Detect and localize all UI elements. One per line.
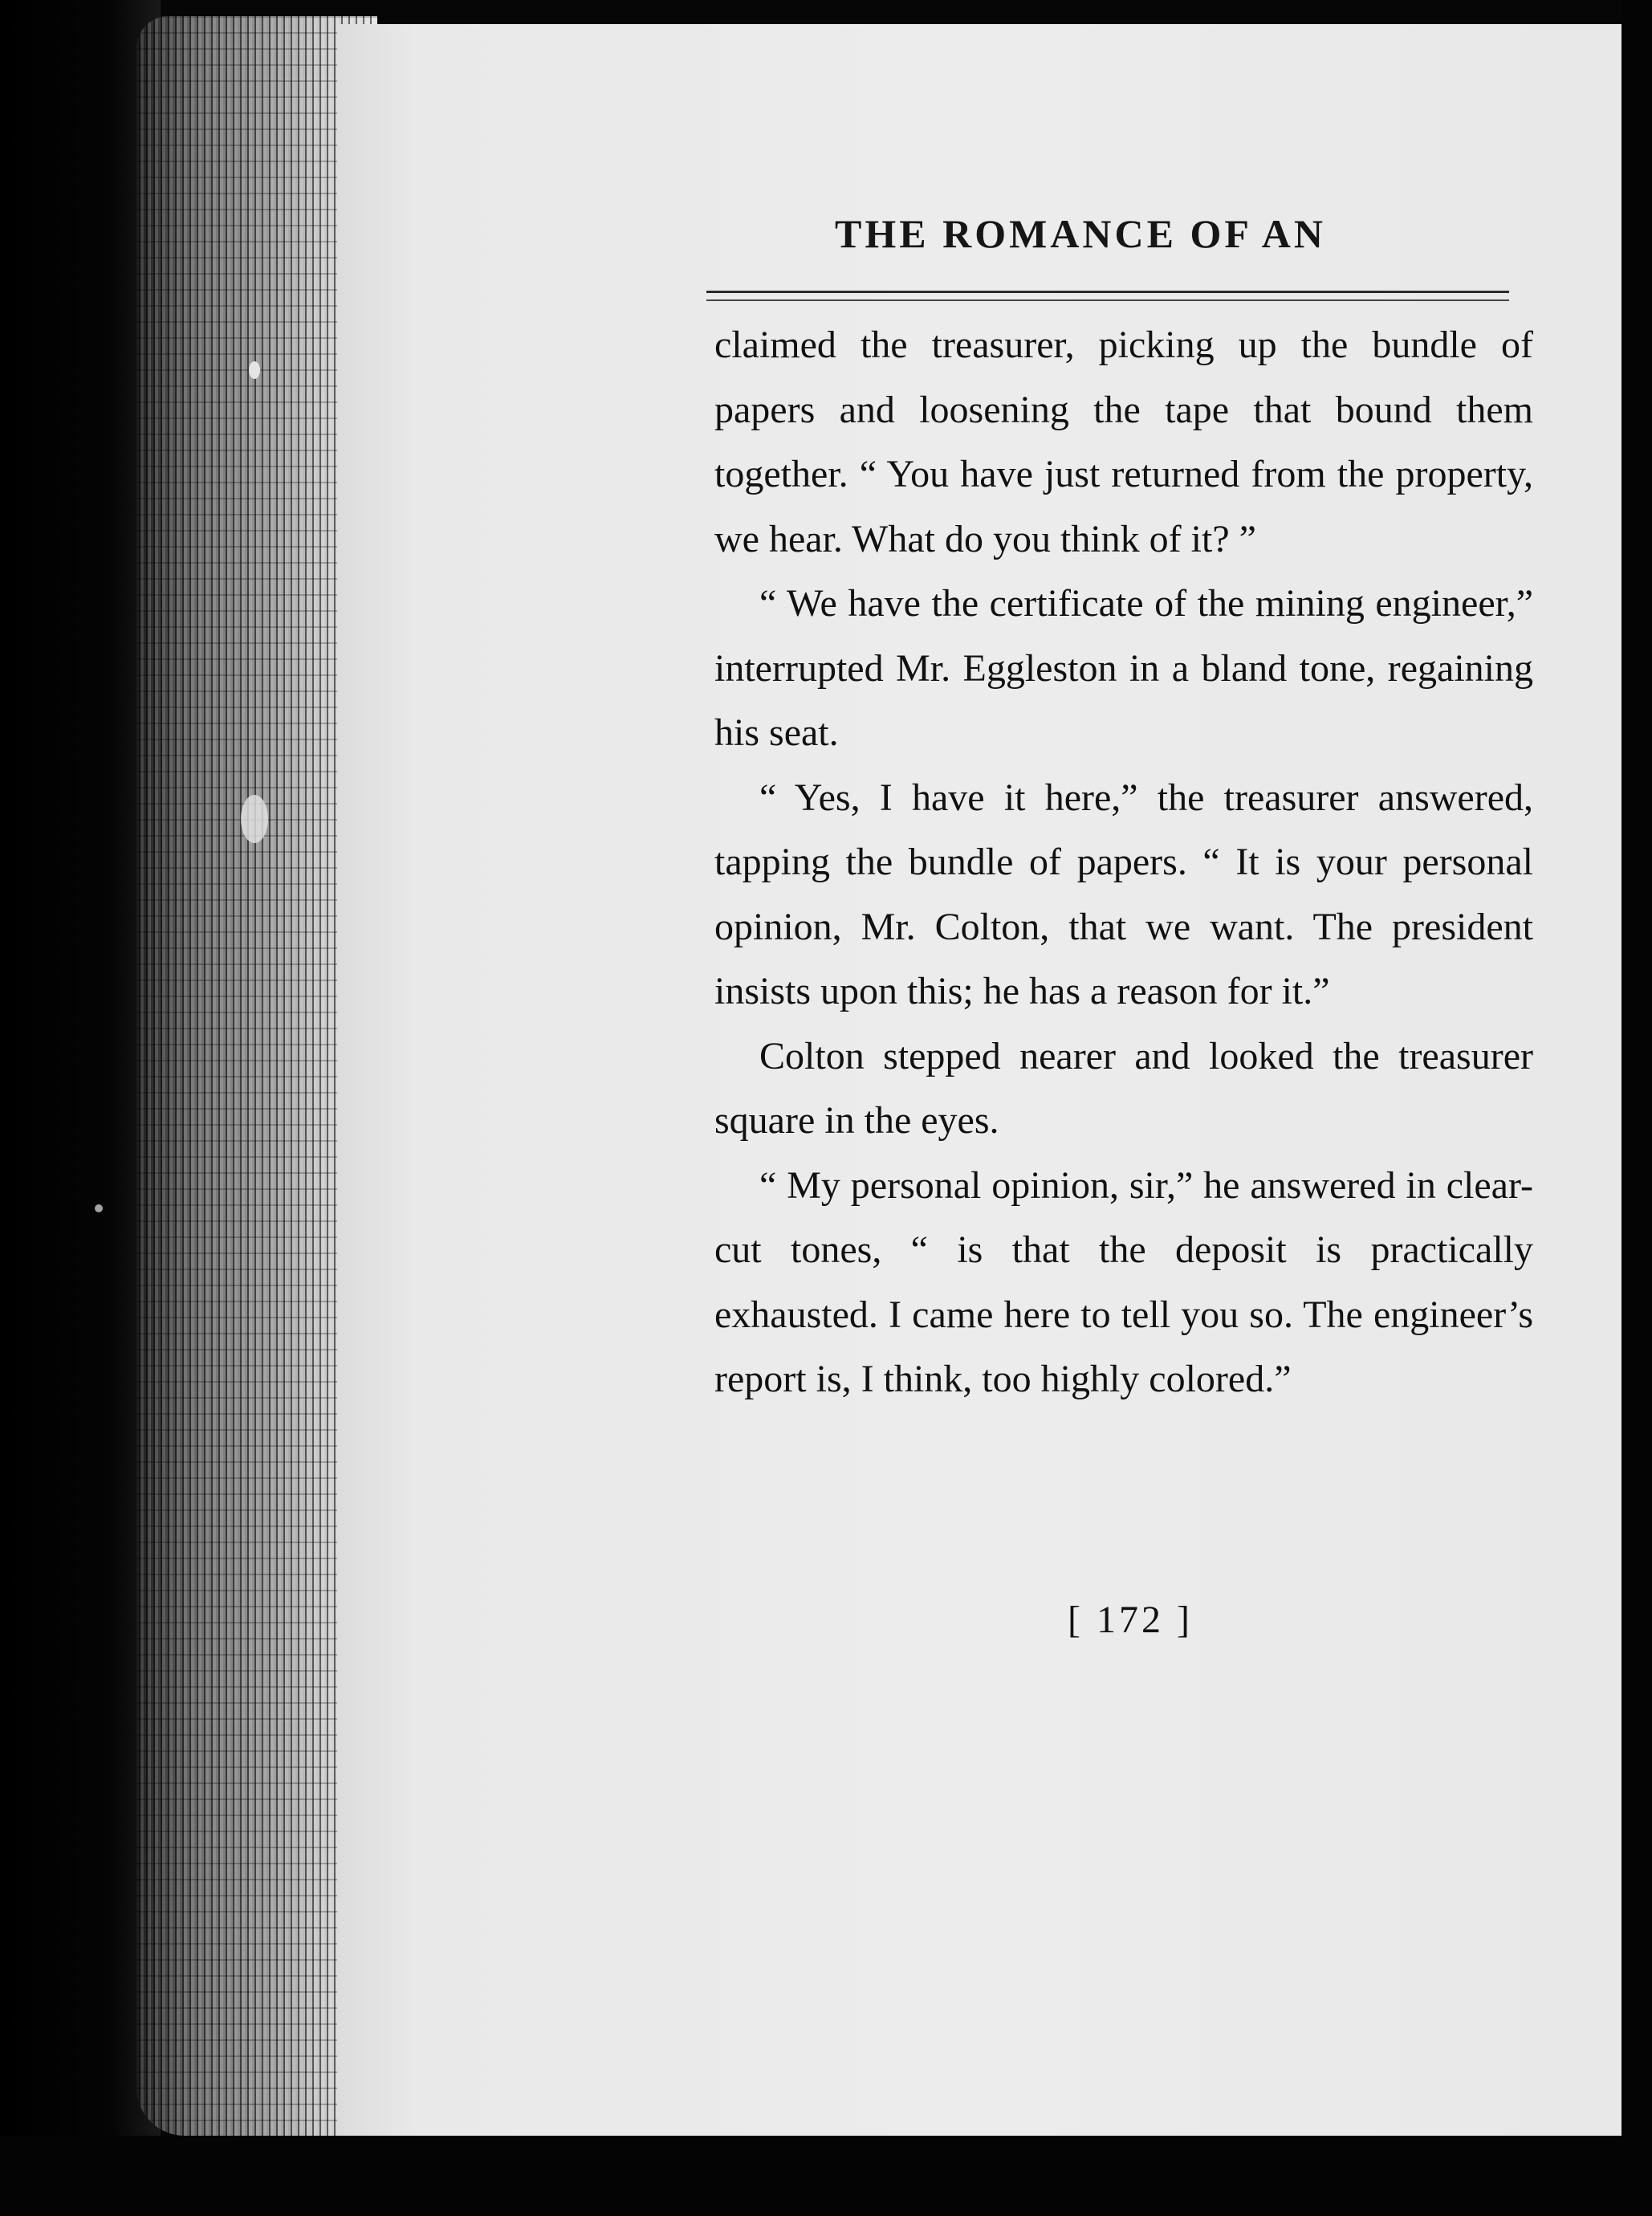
running-head: THE ROMANCE OF AN xyxy=(835,211,1326,256)
paragraph: “ My personal opinion, sir,” he answered in clear-cut tones, “ is that the deposit is practically exhausted. I came here to tell you so. The engineer’s report is, I think, too highly colored.” xyxy=(714,1163,1533,1400)
header-rule xyxy=(706,291,1509,301)
page-number: [ 172 ] xyxy=(1068,1599,1193,1641)
scan-speck xyxy=(95,1204,103,1212)
bottom-border xyxy=(0,2136,1652,2216)
right-border xyxy=(1621,0,1652,2216)
body-text xyxy=(714,313,1533,1412)
scan-speck xyxy=(241,795,268,843)
paragraph: Colton stepped nearer and looked the treasurer square in the eyes. xyxy=(714,1034,1533,1142)
scan-speck xyxy=(249,361,260,379)
paragraph: “ Yes, I have it here,” the treasurer answered, tapping the bundle of papers. “ It is your personal opinion, Mr. Colton, that we want. The president insists upon this; he has a reason for it.” xyxy=(714,776,1533,1012)
paragraph: “ We have the certificate of the mining engineer,” interrupted Mr. Eggleston in a bland tone, regaining his seat. xyxy=(714,582,1533,754)
paragraph: claimed the treasurer, picking up the bundle of papers and loosening the tape that bound them together. “ You have just returned from the property, we hear. What do you think of it? ” xyxy=(714,324,1533,560)
